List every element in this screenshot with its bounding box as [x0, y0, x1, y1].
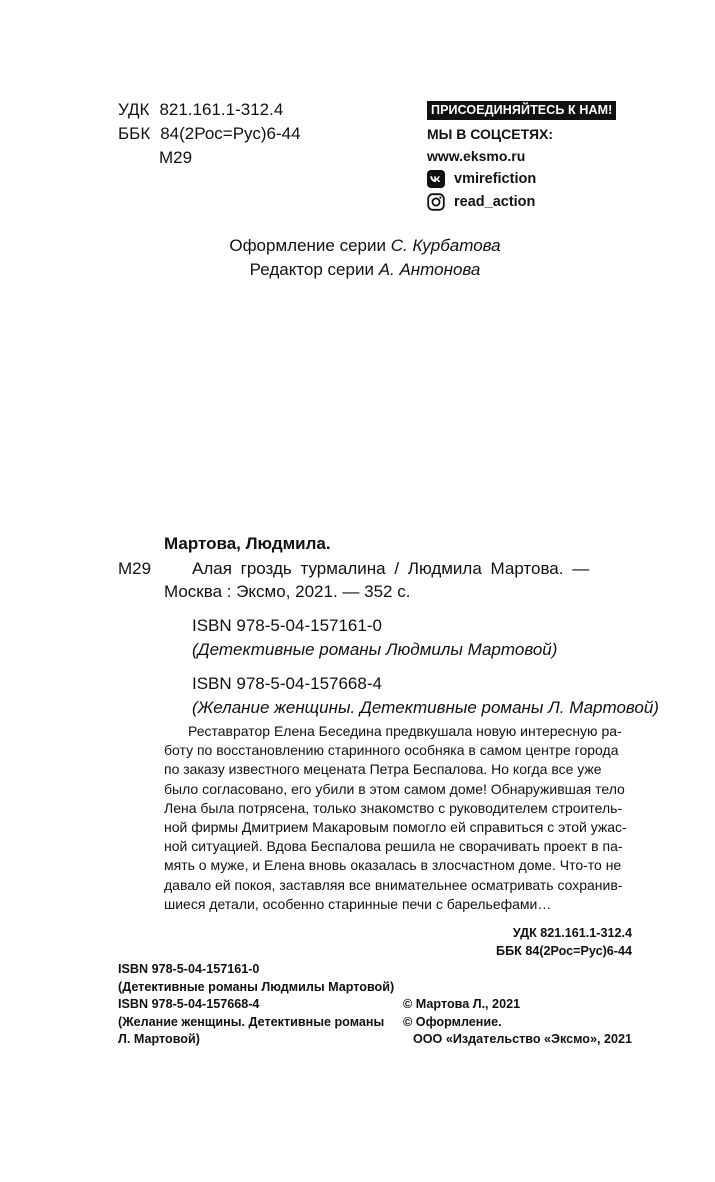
- series-design-label: Оформление серии: [229, 236, 386, 255]
- entry-imprint: Москва : Эксмо, 2021. — 352 с.: [164, 582, 411, 601]
- bbk-line: [118, 122, 301, 146]
- vk-handle: vmirefiction: [454, 170, 537, 187]
- entry-isbn-1: ISBN 978-5-04-157161-0: [192, 616, 382, 635]
- series-editor-credit: [0, 258, 715, 282]
- instagram-handle: read_action: [454, 193, 536, 210]
- series-editor-name: А. Антонова: [378, 260, 481, 279]
- annotation-line: Реставратор Елена Беседина предвкушала новую интересную ра-: [188, 723, 622, 739]
- entry-author: Мартова, Людмила.: [164, 534, 331, 553]
- footer-left-line: (Детективные романы Людмилы Мартовой): [118, 979, 395, 994]
- footer-udk: УДК 821.161.1-312.4: [512, 926, 632, 940]
- udk-code: 821.161.1-312.4: [159, 100, 284, 119]
- series-design-name: С. Курбатова: [390, 236, 501, 255]
- series-design-credit: [0, 234, 715, 258]
- social-banner: ПРИСОЕДИНЯЙТЕСЬ К НАМ!: [427, 101, 616, 120]
- footer-bbk: ББК 84(2Рос=Рус)6-44: [496, 944, 632, 958]
- author-mark: М29: [159, 148, 193, 167]
- instagram-icon: [427, 193, 445, 211]
- social-block: [427, 101, 637, 213]
- vk-row[interactable]: [427, 167, 637, 190]
- entry-series-2: (Желание женщины. Детективные романы Л. Мартовой): [192, 698, 659, 717]
- annotation-line: давало ей покоя, заставляя все внимательнее осматривать сохранив-: [164, 876, 623, 893]
- social-subtitle: МЫ В СОЦСЕТЯХ:: [427, 126, 554, 142]
- entry-title-line: [192, 557, 632, 581]
- udk-line: [118, 98, 283, 122]
- entry-series-1: (Детективные романы Людмилы Мартовой): [192, 640, 558, 659]
- bbk-code: 84(2Рос=Рус)6-44: [160, 124, 301, 143]
- vk-icon: [427, 170, 445, 188]
- bbk-label: ББК: [118, 124, 151, 143]
- annotation-line: ной ситуацией. Вдова Беспалова решила не сворачивать проект в па-: [164, 838, 623, 855]
- series-editor-label: Редактор серии: [249, 260, 374, 279]
- footer-left-line: ISBN 978-5-04-157668-4: [118, 997, 260, 1011]
- copyright-author: © Мартова Л., 2021: [403, 997, 521, 1011]
- footer-left-line: (Желание женщины. Детективные романы: [118, 1014, 385, 1029]
- annotation: [164, 722, 632, 914]
- footer-left-line: ISBN 978-5-04-157161-0: [118, 962, 260, 976]
- entry-isbn-2: ISBN 978-5-04-157668-4: [192, 674, 382, 693]
- annotation-line: мять о муже, и Елена вновь оказалась в злосчастном доме. Что-то не: [164, 857, 622, 874]
- website-link[interactable]: www.eksmo.ru: [427, 148, 526, 164]
- footer-left-line: Л. Мартовой): [118, 1032, 200, 1046]
- udk-label: УДК: [118, 100, 150, 119]
- annotation-line: боту по восстановлению старинного особняка в самом центре города: [164, 742, 619, 759]
- entry-mark: М29: [118, 559, 152, 578]
- annotation-line: шиеся детали, особенно старинные печи с барельефами…: [164, 895, 552, 912]
- entry-title-text: Алая гроздь турмалина / Людмила Мартова. —: [192, 559, 590, 578]
- annotation-line: по заказу известного мецената Петра Беспалова. Но когда все уже: [164, 761, 602, 778]
- copyright-publisher: ООО «Издательство «Эксмо», 2021: [412, 1032, 632, 1046]
- annotation-line: было согласовано, его убили в этом самом доме! Обнаружившая тело: [164, 780, 625, 797]
- annotation-line: Лена была потрясена, только знакомство с руководителем строитель-: [164, 799, 623, 816]
- copyright-design: © Оформление.: [403, 1014, 502, 1029]
- instagram-row[interactable]: [427, 190, 637, 213]
- annotation-line: ной фирмы Дмитрием Макаровым помогло ей справиться с этой ужас-: [164, 819, 627, 836]
